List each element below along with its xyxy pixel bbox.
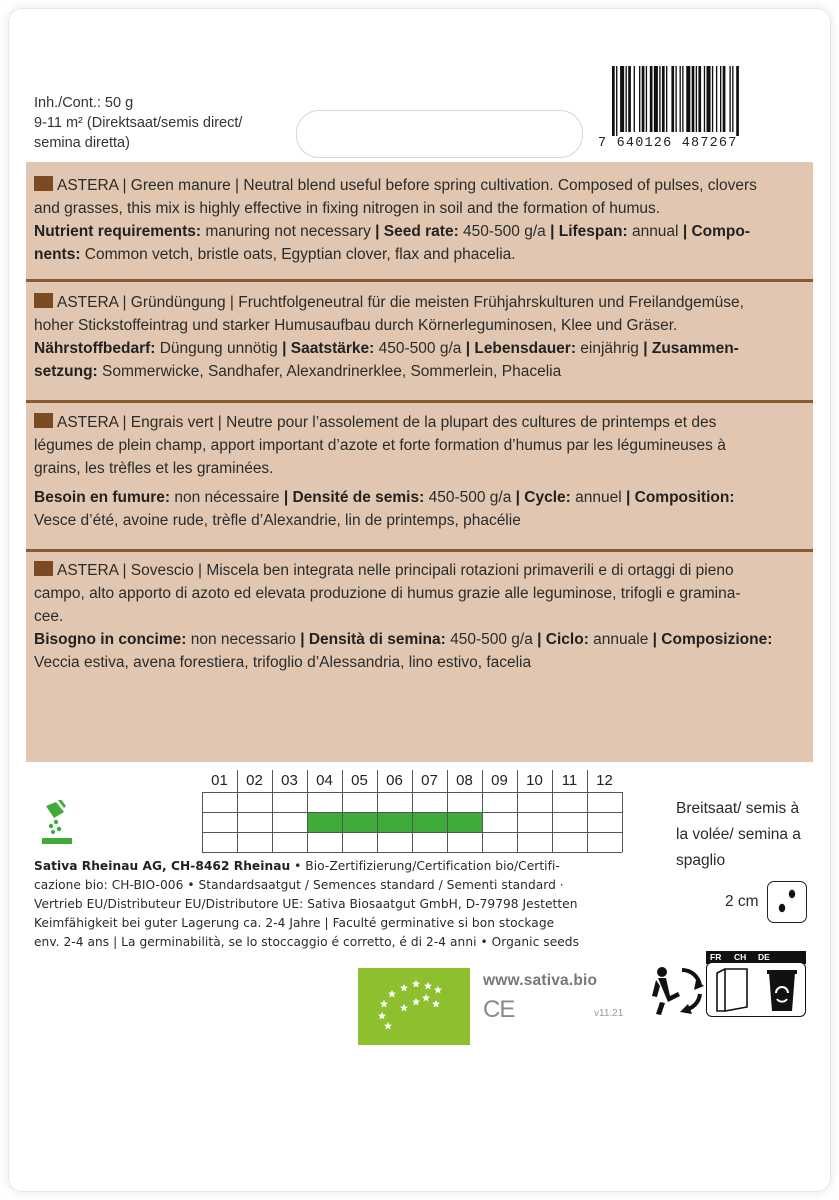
value: manuring not necessary <box>201 223 376 240</box>
key: | Densité de semis: <box>283 489 425 506</box>
calendar-month-10: 10 <box>526 772 543 789</box>
barcode-bar <box>675 66 676 132</box>
calendar-month-11: 11 <box>561 772 578 789</box>
barcode-bar <box>680 66 681 132</box>
description-panel <box>26 162 813 762</box>
calendar-month-08: 08 <box>456 772 473 789</box>
sowing-calendar <box>202 770 622 852</box>
calendar-month-04: 04 <box>316 772 333 789</box>
barcode-number: 7 640126 487267 <box>596 136 776 151</box>
barcode-bar <box>646 66 647 132</box>
calendar-month-05: 05 <box>351 772 368 789</box>
sowing-method-line: Breitsaat/ semis à <box>676 800 800 817</box>
value: non nécessaire <box>170 489 284 506</box>
disposal-info <box>706 951 806 1017</box>
calendar-month-02: 02 <box>246 772 263 789</box>
description-line: campo, alto apporto di azoto ed elevata produzione di humus grazie alle leguminose, trifogli e gramina- <box>34 585 741 602</box>
key: | Composition: <box>625 489 735 506</box>
barcode-bar <box>659 66 660 132</box>
section-divider <box>26 549 813 552</box>
company-info <box>34 857 634 952</box>
recycle-triman-icon <box>648 962 706 1016</box>
bullet-square <box>34 176 53 191</box>
calendar-month-01: 01 <box>211 772 228 789</box>
description-line: hoher Stickstoffeintrag und starker Humusaufbau durch Körnerleguminosen, Klee und Gräser. <box>34 317 678 334</box>
key: | Seed rate: <box>375 223 459 240</box>
calendar-month-06: 06 <box>386 772 403 789</box>
sowing-period-07 <box>413 813 447 832</box>
barcode-bar <box>682 66 683 132</box>
barcode-bar <box>634 66 635 132</box>
key: Besoin en fumure: <box>34 489 171 506</box>
sowing-period-06 <box>378 813 412 832</box>
barcode-bar <box>616 66 617 138</box>
section-divider <box>26 400 813 403</box>
barcode-bar <box>686 66 690 132</box>
key: | Zusammen- <box>643 340 739 357</box>
key: | Compo- <box>682 223 750 240</box>
barcode-bar <box>639 66 640 132</box>
key: | Saatstärke: <box>282 340 375 357</box>
calendar-row-line <box>202 832 622 833</box>
sowing-period-04 <box>308 813 342 832</box>
area-line-2: semina diretta) <box>34 135 130 151</box>
flag-ch: CH <box>734 952 747 962</box>
eu-star <box>380 1000 388 1008</box>
package-info <box>34 93 242 153</box>
bullet-square <box>34 561 53 576</box>
bullet-square <box>34 293 53 308</box>
value: annuale <box>588 631 653 648</box>
section-english <box>34 174 804 266</box>
description-line: grains, les trèfles et les graminées. <box>34 460 274 477</box>
calendar-column-line <box>202 792 203 852</box>
barcode-bar <box>628 66 631 132</box>
value: Veccia estiva, avena forestiera, trifoglio d’Alessandria, lino estivo, facelia <box>34 654 532 671</box>
barcode-bar <box>612 66 615 138</box>
eu-star <box>434 986 442 994</box>
company-line: Keimfähigkeit bei guter Lagerung ca. 2-4 Jahre | Faculté germinative si bon stockage <box>34 916 555 930</box>
seed-sowing-icon <box>42 800 72 846</box>
sowing-period-08 <box>448 813 482 832</box>
content-weight: Inh./Cont.: 50 g <box>34 95 134 111</box>
description-line: and grasses, this mix is highly effective in fixing nitrogen in soil and the formation of humus. <box>34 200 661 217</box>
eu-star <box>422 994 430 1002</box>
description-line: ASTERA | Sovescio | Miscela ben integrata nelle principali rotazioni primaverili e di ortaggi di pieno <box>57 562 734 579</box>
value: Sommerwicke, Sandhafer, Alexandrinerklee, Sommerlein, Phacelia <box>97 363 562 380</box>
value: 450-500 g/a <box>445 631 538 648</box>
description-line: ASTERA | Engrais vert | Neutre pour l’assolement de la plupart des cultures de printemps et des <box>57 414 717 431</box>
eu-star <box>412 980 420 988</box>
barcode-bar <box>732 66 733 132</box>
barcode-bar <box>716 66 717 132</box>
value: annual <box>627 223 683 240</box>
key: Bisogno in concime: <box>34 631 187 648</box>
barcode-bar <box>671 66 674 132</box>
value: Düngung unnötig <box>155 340 283 357</box>
barcode-bar <box>698 66 701 132</box>
eu-organic-logo <box>358 968 470 1045</box>
company-line: cazione bio: CH-BIO-006 • Standardsaatgut / Semences standard / Sementi standard · <box>34 878 564 892</box>
sowing-method-line: la volée/ semina a <box>676 826 801 843</box>
company-line: env. 2-4 ans | La germinabilità, se lo stoccaggio é corretto, é di 2-4 anni • Organic seeds <box>34 935 579 949</box>
company-name: Sativa Rheinau AG, CH-8462 Rheinau <box>34 859 291 873</box>
sowing-method <box>676 796 826 874</box>
eu-star <box>412 998 420 1006</box>
barcode-bar <box>626 66 627 132</box>
calendar-month-07: 07 <box>421 772 438 789</box>
barcode-bar <box>692 66 695 132</box>
disposal-box <box>706 962 806 1017</box>
paper-bin-icon <box>767 970 797 1011</box>
barcode-bar <box>723 66 726 132</box>
eu-star <box>378 1012 386 1020</box>
barcode-bar <box>696 66 697 132</box>
key: Nutrient requirements: <box>34 223 202 240</box>
eu-star <box>400 984 408 992</box>
section-divider <box>26 279 813 282</box>
calendar-row-line <box>202 852 622 853</box>
flag-de: DE <box>758 952 770 962</box>
section-german <box>34 291 804 383</box>
key: | Lebensdauer: <box>465 340 576 357</box>
bullet-square <box>34 413 53 428</box>
value: annuel <box>570 489 626 506</box>
calendar-month-09: 09 <box>491 772 508 789</box>
eu-star <box>424 982 432 990</box>
key: Nährstoffbedarf: <box>34 340 156 357</box>
eu-star <box>400 1004 408 1012</box>
calendar-month-12: 12 <box>596 772 613 789</box>
seed-spacing-icon <box>767 881 807 923</box>
value: Vesce d’été, avoine rude, trèfle d’Alexandrie, lin de printemps, phacélie <box>34 512 521 529</box>
value: 450-500 g/a <box>374 340 466 357</box>
barcode-bar <box>720 66 721 132</box>
description-line: légumes de plein champ, apport important d’azote et forte formation d’humus par les légumineuses à <box>34 437 726 454</box>
sowing-period-05 <box>343 813 377 832</box>
area-line-1: 9-11 m² (Direktsaat/semis direct/ <box>34 115 243 131</box>
flag-fr: FR <box>710 952 722 962</box>
key: | Cycle: <box>515 489 571 506</box>
calendar-column-line <box>622 792 623 852</box>
description-line: cee. <box>34 608 64 625</box>
barcode-bar <box>620 66 624 132</box>
barcode-bar <box>666 66 667 132</box>
key: nents: <box>34 246 81 263</box>
barcode-bar <box>707 66 711 132</box>
barcode-bar <box>650 66 653 132</box>
eu-star <box>432 1000 440 1008</box>
description-line: ASTERA | Green manure | Neutral blend useful before spring cultivation. Composed of pulses, clovers <box>57 177 757 194</box>
eu-star <box>388 990 396 998</box>
barcode-bar <box>704 66 705 132</box>
key: setzung: <box>34 363 98 380</box>
section-italian <box>34 559 804 674</box>
description-line: ASTERA | Gründüngung | Fruchtfolgeneutral für die meisten Frühjahrskulturen und Freilandgemüse, <box>57 294 744 311</box>
section-french <box>34 411 804 532</box>
barcode-bar <box>729 66 730 132</box>
company-line: • Bio-Zertifizierung/Certification bio/Certifi- <box>290 859 560 873</box>
hang-hole <box>296 110 583 158</box>
seed-spacing-label: 2 cm <box>725 893 759 910</box>
barcode-bar <box>642 66 645 132</box>
key: | Composizione: <box>652 631 773 648</box>
company-line: Vertrieb EU/Distributeur EU/Distributore UE: Sativa Biosaatgut GmbH, D-79798 Jestetten <box>34 897 578 911</box>
sowing-method-line: spaglio <box>676 852 726 869</box>
barcode-bar <box>712 66 713 132</box>
value: 450-500 g/a <box>424 489 516 506</box>
calendar-row-line <box>202 812 622 813</box>
value: Common vetch, bristle oats, Egyptian clover, flax and phacelia. <box>80 246 516 263</box>
ce-mark: CE <box>483 996 515 1023</box>
key: | Ciclo: <box>537 631 589 648</box>
key: | Densità di semina: <box>300 631 446 648</box>
value: einjährig <box>575 340 644 357</box>
barcode-bar <box>736 66 739 138</box>
calendar-month-03: 03 <box>281 772 298 789</box>
key: | Lifespan: <box>550 223 628 240</box>
barcode-bar <box>662 66 665 132</box>
website-link[interactable]: www.sativa.bio <box>483 972 598 989</box>
eu-star <box>384 1022 392 1030</box>
value: 450-500 g/a <box>458 223 551 240</box>
version-label: v11.21 <box>594 1008 624 1019</box>
calendar-row-line <box>202 792 622 793</box>
barcode-bar <box>654 66 658 132</box>
value: non necessario <box>186 631 301 648</box>
